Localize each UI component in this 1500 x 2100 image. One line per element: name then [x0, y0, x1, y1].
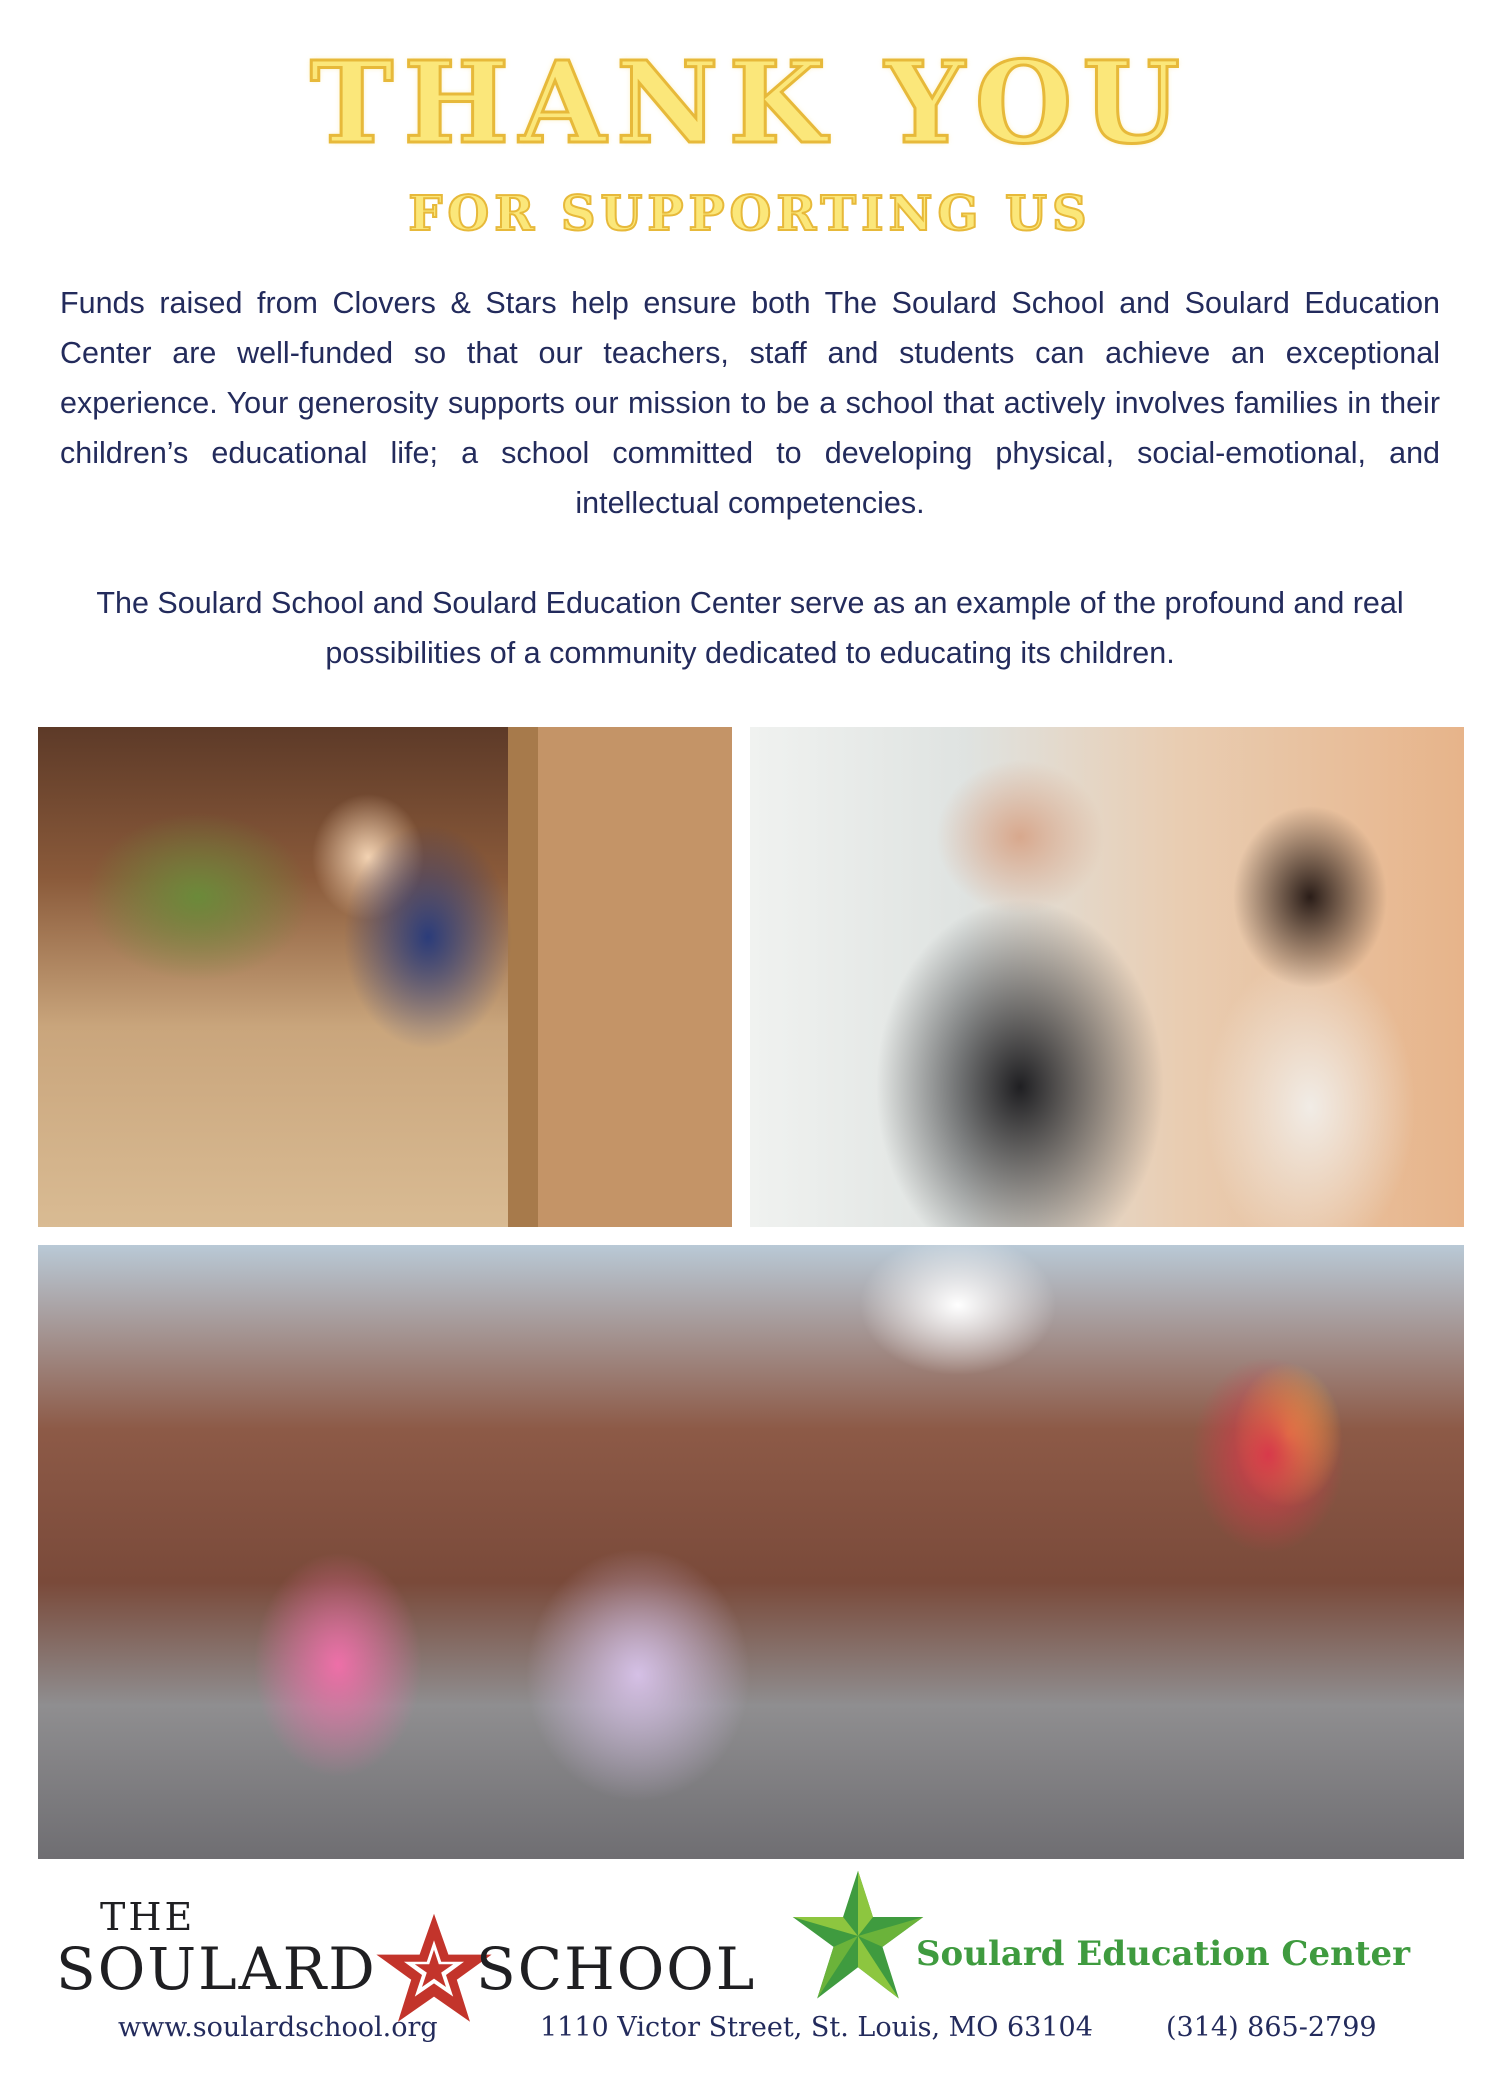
phone-number[interactable]: (314) 865-2799 — [1166, 2012, 1377, 2043]
education-center-name: Soulard Education Center — [916, 1934, 1411, 1974]
subheadline: FOR SUPPORTING US — [408, 186, 1092, 242]
logo-school-text: SCHOOL — [476, 1935, 757, 2003]
headline-thank-you: THANK YOU — [310, 38, 1190, 169]
website-link[interactable]: www.soulardschool.org — [118, 2012, 438, 2043]
photo-teacher-and-student-crafting — [750, 727, 1464, 1227]
soulard-school-logo — [56, 1895, 756, 2005]
paragraph-funds: Funds raised from Clovers & Stars help ensure both The Soulard School and Soulard Education Center are well-funded so that our teachers, staff and students can achieve an exceptional experience. Your generosity supports our mission to be a school that actively involves families in their children’s educational life; a school committed to developing physical, social-emotional, and intellectual competencies. — [60, 286, 1440, 520]
photo-community-parade — [38, 1245, 1464, 1859]
logo-the-text: THE — [100, 1895, 196, 1939]
footer-contact — [0, 2012, 1500, 2052]
green-star-icon — [790, 1868, 926, 2004]
address-text: 1110 Victor Street, St. Louis, MO 63104 — [540, 2012, 1093, 2043]
soulard-education-center-logo — [790, 1868, 1470, 2008]
paragraph-community: The Soulard School and Soulard Education Center serve as an example of the profound and real possibilities of a community dedicated to educating its children. — [96, 586, 1404, 670]
photo-children-hugging — [38, 727, 732, 1227]
logo-soulard-text: SOULARD — [56, 1935, 377, 2003]
